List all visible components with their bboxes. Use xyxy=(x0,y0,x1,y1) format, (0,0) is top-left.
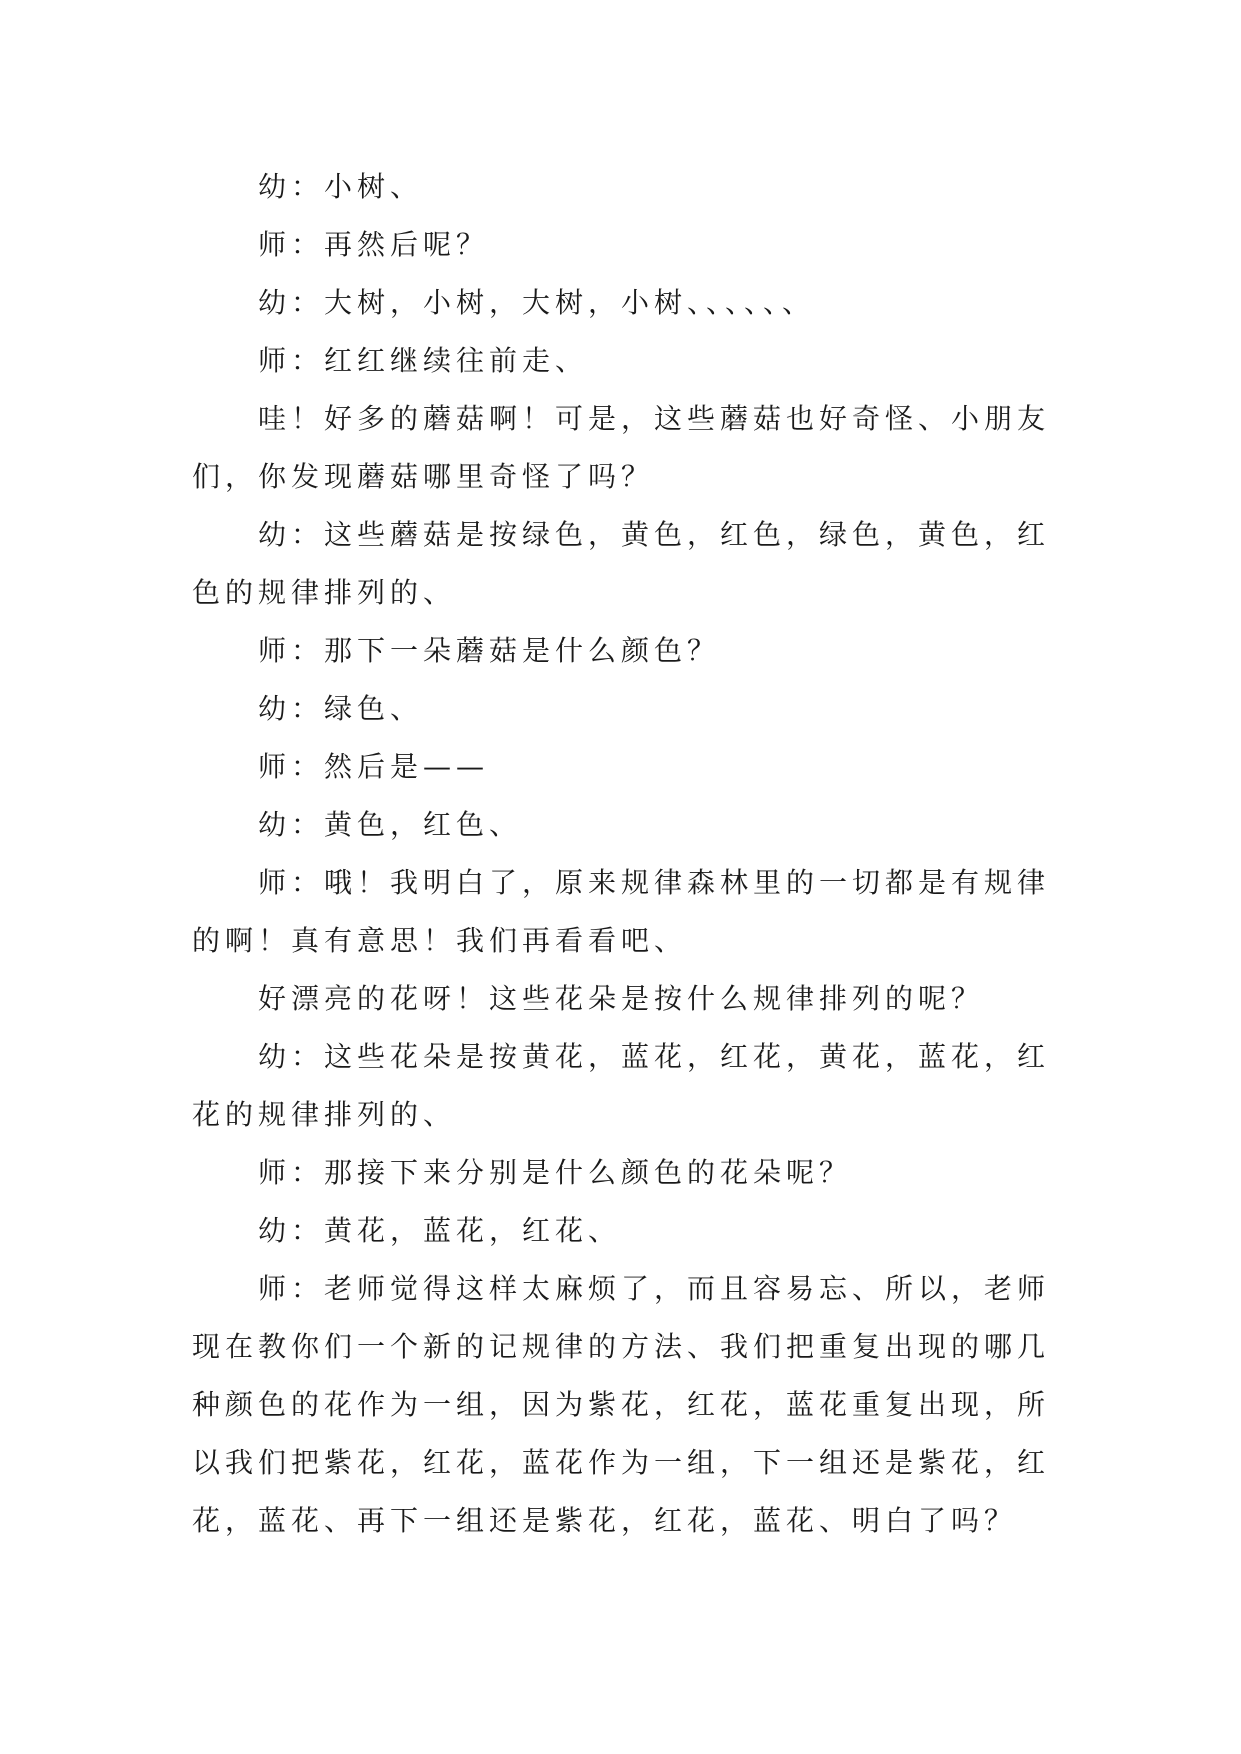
paragraph: 师：那接下来分别是什么颜色的花朵呢？ xyxy=(258,1156,853,1189)
paragraph: 幼：黄花，蓝花，红花、 xyxy=(258,1214,622,1247)
paragraph: 幼：绿色、 xyxy=(258,692,424,725)
paragraph: 幼：这些花朵是按黄花，蓝花，红花，黄花，蓝花，红花的规律排列的、 xyxy=(192,1040,1051,1131)
paragraph: 师：然后是—— xyxy=(258,750,490,783)
paragraph: 幼：小树、 xyxy=(258,170,424,203)
paragraph: 哇！好多的蘑菇啊！可是，这些蘑菇也好奇怪、小朋友们，你发现蘑菇哪里奇怪了吗？ xyxy=(192,402,1051,493)
paragraph: 幼：大树，小树，大树，小树、、、、、、 xyxy=(258,286,816,319)
document-body xyxy=(192,158,1050,1550)
paragraph: 好漂亮的花呀！这些花朵是按什么规律排列的呢？ xyxy=(258,982,985,1015)
paragraph: 师：红红继续往前走、 xyxy=(258,344,589,377)
paragraph: 师：哦！我明白了，原来规律森林里的一切都是有规律的啊！真有意思！我们再看看吧、 xyxy=(192,866,1051,957)
paragraph: 师：老师觉得这样太麻烦了，而且容易忘、所以，老师现在教你们一个新的记规律的方法、我们把重复出现的哪几种颜色的花作为一组，因为紫花，红花，蓝花重复出现，所以我们把紫花，红花，蓝花作为一组，下一组还是紫花，红花，蓝花、再下一组还是紫花，红花，蓝花、明白了吗？ xyxy=(192,1272,1051,1537)
paragraph: 师：再然后呢？ xyxy=(258,228,490,261)
paragraph: 幼：这些蘑菇是按绿色，黄色，红色，绿色，黄色，红色的规律排列的、 xyxy=(192,518,1051,609)
paragraph: 师：那下一朵蘑菇是什么颜色？ xyxy=(258,634,721,667)
paragraph: 幼：黄色，红色、 xyxy=(258,808,523,841)
